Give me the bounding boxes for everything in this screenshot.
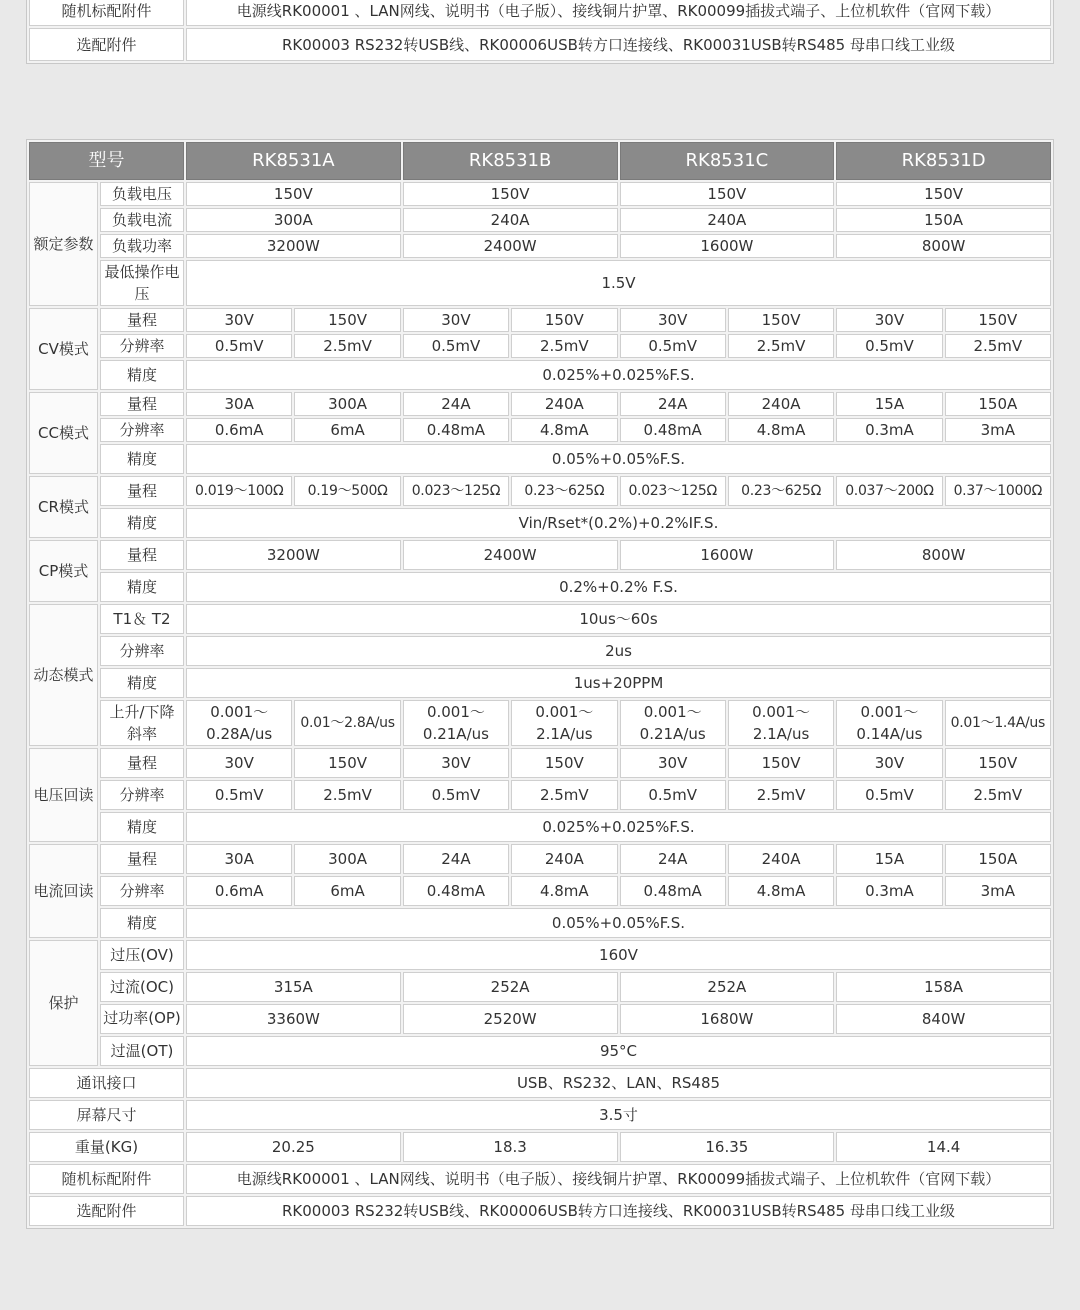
model-column-header: RK8531B (403, 142, 618, 180)
table-row (29, 636, 1051, 666)
group-label-dynamic: 动态模式 (29, 604, 98, 746)
cell: 0.05%+0.05%F.S. (186, 444, 1051, 474)
group-label-protection: 保护 (29, 940, 98, 1066)
table-row (29, 28, 1051, 61)
cell: 0.23～625Ω (511, 476, 617, 506)
table-row (29, 748, 1051, 778)
param-label: 量程 (100, 308, 184, 332)
cell: 3200W (186, 540, 401, 570)
param-label: 选配附件 (29, 1196, 184, 1226)
cell: 150V (945, 748, 1051, 778)
cell: 95°C (186, 1036, 1051, 1066)
param-label: 精度 (100, 572, 184, 602)
table-row (29, 700, 1051, 746)
cell: 1600W (620, 234, 835, 258)
param-label: 分辨率 (100, 636, 184, 666)
param-label: 精度 (100, 908, 184, 938)
cell: 0.48mA (403, 876, 509, 906)
table-row (29, 208, 1051, 232)
cell: 30V (836, 748, 942, 778)
cell: 2400W (403, 540, 618, 570)
cell: 18.3 (403, 1132, 618, 1162)
cell: 1.5V (186, 260, 1051, 306)
row-label: 选配附件 (29, 28, 184, 61)
param-label: 量程 (100, 540, 184, 570)
row-label: 随机标配附件 (29, 0, 184, 26)
param-label: 通讯接口 (29, 1068, 184, 1098)
row-value: 电源线RK00001 、LAN网线、说明书（电子版）、接线铜片护罩、RK00099插拔式端子、上位机软件（官网下载） (186, 0, 1051, 26)
cell: 2400W (403, 234, 618, 258)
cell: 4.8mA (511, 418, 617, 442)
cell: 30V (620, 308, 726, 332)
cell: 0.023～125Ω (620, 476, 726, 506)
cell: USB、RS232、LAN、RS485 (186, 1068, 1051, 1098)
cell: 0.023～125Ω (403, 476, 509, 506)
param-label: 量程 (100, 748, 184, 778)
table-row (29, 360, 1051, 390)
cell: 30A (186, 844, 292, 874)
table-row (29, 908, 1051, 938)
model-column-header: RK8531C (620, 142, 835, 180)
param-label: 最低操作电压 (100, 260, 184, 306)
cell: 0.001～0.21A/us (403, 700, 509, 746)
cell: 0.5mV (620, 780, 726, 810)
cell: 150V (403, 182, 618, 206)
cell: 240A (728, 844, 834, 874)
cell: 800W (836, 234, 1051, 258)
cell: 15A (836, 844, 942, 874)
cell: 315A (186, 972, 401, 1002)
group-label-cp: CP模式 (29, 540, 98, 602)
param-label: 精度 (100, 444, 184, 474)
cell: Vin/Rset*(0.2%)+0.2%IF.S. (186, 508, 1051, 538)
param-label: 精度 (100, 812, 184, 842)
cell: 30V (620, 748, 726, 778)
table-row (29, 182, 1051, 206)
cell: 30A (186, 392, 292, 416)
table-row (29, 1164, 1051, 1194)
param-label: 精度 (100, 360, 184, 390)
param-label: T1＆ T2 (100, 604, 184, 634)
cell: 252A (403, 972, 618, 1002)
cell: 1600W (620, 540, 835, 570)
cell: 30V (836, 308, 942, 332)
cell: 3mA (945, 418, 1051, 442)
table-row (29, 972, 1051, 1002)
cell: 4.8mA (511, 876, 617, 906)
cell: 0.037～200Ω (836, 476, 942, 506)
group-label-cr: CR模式 (29, 476, 98, 538)
cell: 3360W (186, 1004, 401, 1034)
table-row (29, 1196, 1051, 1226)
cell: 240A (511, 392, 617, 416)
param-label: 分辨率 (100, 876, 184, 906)
cell: 2.5mV (728, 780, 834, 810)
param-label: 分辨率 (100, 334, 184, 358)
param-label: 屏幕尺寸 (29, 1100, 184, 1130)
cell: 3.5寸 (186, 1100, 1051, 1130)
cell: 0.3mA (836, 418, 942, 442)
cell: 16.35 (620, 1132, 835, 1162)
cell: 4.8mA (728, 418, 834, 442)
table-row (29, 844, 1051, 874)
group-label-rated: 额定参数 (29, 182, 98, 306)
param-label: 负载功率 (100, 234, 184, 258)
cell: 6mA (294, 876, 400, 906)
cell: RK00003 RS232转USB线、RK00006USB转方口连接线、RK00031USB转RS485 母串口线工业级 (186, 1196, 1051, 1226)
cell: 0.3mA (836, 876, 942, 906)
cell: 30V (186, 308, 292, 332)
param-label: 随机标配附件 (29, 1164, 184, 1194)
cell: 24A (403, 392, 509, 416)
cell: 0.019～100Ω (186, 476, 292, 506)
cell: 0.5mV (186, 334, 292, 358)
cell: 150A (945, 392, 1051, 416)
model-header: 型号 (29, 142, 184, 180)
cell: 0.05%+0.05%F.S. (186, 908, 1051, 938)
cell: 2.5mV (511, 780, 617, 810)
cell: 158A (836, 972, 1051, 1002)
cell: 300A (294, 392, 400, 416)
table-row (29, 444, 1051, 474)
table-row (29, 572, 1051, 602)
table-row (29, 1100, 1051, 1130)
cell: 800W (836, 540, 1051, 570)
cell: 300A (294, 844, 400, 874)
cell: 150A (945, 844, 1051, 874)
cell: 2.5mV (945, 780, 1051, 810)
cell: 3mA (945, 876, 1051, 906)
param-label: 量程 (100, 844, 184, 874)
param-label: 分辨率 (100, 418, 184, 442)
cell: 2.5mV (945, 334, 1051, 358)
group-label-cv: CV模式 (29, 308, 98, 390)
cell: 0.001～0.28A/us (186, 700, 292, 746)
cell: 24A (403, 844, 509, 874)
table-row (29, 1004, 1051, 1034)
cell: 24A (620, 392, 726, 416)
param-label: 负载电流 (100, 208, 184, 232)
table-row (29, 668, 1051, 698)
cell: 240A (620, 208, 835, 232)
spec-table (26, 139, 1054, 1229)
cell: 15A (836, 392, 942, 416)
cell: 1680W (620, 1004, 835, 1034)
cell: 150V (294, 308, 400, 332)
param-label: 过温(OT) (100, 1036, 184, 1066)
cell: 0.5mV (620, 334, 726, 358)
param-label: 重量(KG) (29, 1132, 184, 1162)
group-label-voltage-readback: 电压回读 (29, 748, 98, 842)
cell: 150V (836, 182, 1051, 206)
table-row (29, 1036, 1051, 1066)
accessories-table-top (26, 0, 1054, 64)
table-row (29, 418, 1051, 442)
cell: 150V (511, 748, 617, 778)
cell: 0.19～500Ω (294, 476, 400, 506)
cell: 0.001～0.21A/us (620, 700, 726, 746)
group-label-cc: CC模式 (29, 392, 98, 474)
cell: 150V (294, 748, 400, 778)
cell: 0.001～2.1A/us (511, 700, 617, 746)
cell: 0.5mV (403, 780, 509, 810)
table-row (29, 540, 1051, 570)
table-row (29, 334, 1051, 358)
cell: 240A (511, 844, 617, 874)
table-header-row (29, 142, 1051, 180)
cell: 0.48mA (620, 876, 726, 906)
cell: 150V (945, 308, 1051, 332)
cell: 0.6mA (186, 876, 292, 906)
cell: 0.025%+0.025%F.S. (186, 360, 1051, 390)
cell: 150V (728, 308, 834, 332)
cell: 14.4 (836, 1132, 1051, 1162)
param-label: 过功率(OP) (100, 1004, 184, 1034)
param-label: 上升/下降斜率 (100, 700, 184, 746)
cell: 160V (186, 940, 1051, 970)
table-row (29, 0, 1051, 26)
table-row (29, 940, 1051, 970)
table-row (29, 234, 1051, 258)
cell: 150V (728, 748, 834, 778)
cell: 150V (511, 308, 617, 332)
cell: 20.25 (186, 1132, 401, 1162)
cell: 2.5mV (294, 780, 400, 810)
cell: 0.025%+0.025%F.S. (186, 812, 1051, 842)
cell: 0.001～2.1A/us (728, 700, 834, 746)
table-row (29, 780, 1051, 810)
cell: 0.5mV (836, 780, 942, 810)
cell: 150V (186, 182, 401, 206)
table-row (29, 476, 1051, 506)
cell: 1us+20PPM (186, 668, 1051, 698)
cell: 0.5mV (836, 334, 942, 358)
cell: 2520W (403, 1004, 618, 1034)
param-label: 量程 (100, 392, 184, 416)
model-column-header: RK8531D (836, 142, 1051, 180)
param-label: 精度 (100, 508, 184, 538)
param-label: 分辨率 (100, 780, 184, 810)
cell: 840W (836, 1004, 1051, 1034)
cell: 30V (403, 748, 509, 778)
cell: 10us～60s (186, 604, 1051, 634)
cell: 240A (403, 208, 618, 232)
cell: 30V (186, 748, 292, 778)
cell: 4.8mA (728, 876, 834, 906)
cell: 0.5mV (186, 780, 292, 810)
cell: 0.6mA (186, 418, 292, 442)
group-label-current-readback: 电流回读 (29, 844, 98, 938)
cell: 电源线RK00001 、LAN网线、说明书（电子版）、接线铜片护罩、RK00099插拔式端子、上位机软件（官网下载） (186, 1164, 1051, 1194)
cell: 240A (728, 392, 834, 416)
cell: 2.5mV (294, 334, 400, 358)
cell: 3200W (186, 234, 401, 258)
cell: 252A (620, 972, 835, 1002)
cell: 0.01～1.4A/us (945, 700, 1051, 746)
param-label: 精度 (100, 668, 184, 698)
table-row (29, 308, 1051, 332)
cell: 0.001～0.14A/us (836, 700, 942, 746)
model-column-header: RK8531A (186, 142, 401, 180)
cell: 300A (186, 208, 401, 232)
cell: 0.5mV (403, 334, 509, 358)
cell: 2.5mV (511, 334, 617, 358)
cell: 0.37～1000Ω (945, 476, 1051, 506)
param-label: 过压(OV) (100, 940, 184, 970)
cell: 0.2%+0.2% F.S. (186, 572, 1051, 602)
cell: 0.23～625Ω (728, 476, 834, 506)
cell: 2us (186, 636, 1051, 666)
table-row (29, 1132, 1051, 1162)
table-row (29, 876, 1051, 906)
table-row (29, 604, 1051, 634)
cell: 0.01～2.8A/us (294, 700, 400, 746)
cell: 6mA (294, 418, 400, 442)
table-row (29, 508, 1051, 538)
cell: 0.48mA (620, 418, 726, 442)
table-row (29, 392, 1051, 416)
cell: 150A (836, 208, 1051, 232)
table-row (29, 1068, 1051, 1098)
param-label: 量程 (100, 476, 184, 506)
cell: 24A (620, 844, 726, 874)
cell: 2.5mV (728, 334, 834, 358)
row-value: RK00003 RS232转USB线、RK00006USB转方口连接线、RK00031USB转RS485 母串口线工业级 (186, 28, 1051, 61)
cell: 150V (620, 182, 835, 206)
cell: 0.48mA (403, 418, 509, 442)
param-label: 负载电压 (100, 182, 184, 206)
cell: 30V (403, 308, 509, 332)
table-row (29, 260, 1051, 306)
param-label: 过流(OC) (100, 972, 184, 1002)
table-row (29, 812, 1051, 842)
